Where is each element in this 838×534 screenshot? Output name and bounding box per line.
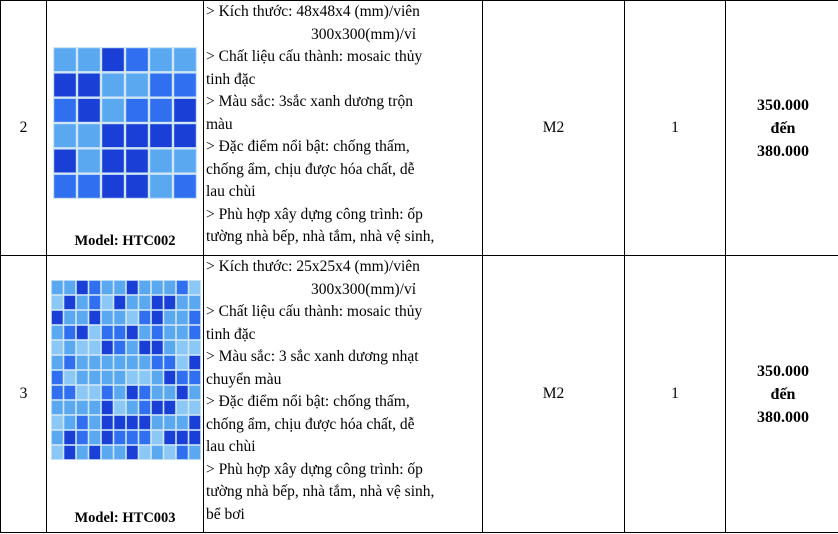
desc-line: > Màu sắc: 3sắc xanh dương trộn [206,93,413,110]
desc-line: > Chất liệu cấu thành: mosaic thủy [206,303,423,320]
mosaic-chip [54,124,76,147]
desc-line: > Đặc điểm nổi bật: chống thấm, [206,393,410,410]
price-separator: đến [770,385,796,403]
mosaic-chip [77,401,88,414]
mosaic-chip [164,296,175,309]
mosaic-chip [177,281,188,294]
mosaic-chip [78,124,100,147]
desc-line: 300x300(mm)/vỉ [311,280,417,298]
mosaic-chip [52,431,63,444]
mosaic-chip [189,371,200,384]
mosaic-chip [139,296,150,309]
mosaic-chip [127,416,138,429]
mosaic-chip [64,296,75,309]
desc-line: > Kích thước: 48x48x4 (mm)/viên [206,3,420,20]
mosaic-chip [152,386,163,399]
product-description [204,1,483,256]
mosaic-chip [127,401,138,414]
desc-line: tinh đặc [206,325,256,343]
desc-line: bể bơi [206,505,245,523]
mosaic-chip [139,371,150,384]
mosaic-chip [150,99,172,122]
mosaic-chip [52,401,63,414]
price-cell [726,1,838,256]
mosaic-chip [78,175,100,198]
mosaic-chip [89,356,100,369]
desc-line: 300x300(mm)/vỉ [311,25,417,43]
mosaic-chip [177,386,188,399]
mosaic-chip [152,311,163,324]
mosaic-chip [114,296,125,309]
mosaic-chip [127,281,138,294]
mosaic-chip [177,416,188,429]
mosaic-chip [164,416,175,429]
mosaic-chip [127,341,138,354]
mosaic-chip [64,386,75,399]
price-separator: đến [770,119,796,137]
mosaic-chip [64,326,75,339]
mosaic-chip [174,74,196,97]
mosaic-chip [52,311,63,324]
mosaic-chip [102,356,113,369]
mosaic-chip [102,124,124,147]
mosaic-chip [77,446,88,459]
mosaic-chip [126,48,148,71]
mosaic-chip [164,371,175,384]
mosaic-chip [102,341,113,354]
mosaic-chip [164,431,175,444]
mosaic-tile-image [51,280,201,460]
mosaic-chip [177,341,188,354]
quantity-cell: 1 [625,1,726,256]
desc-line: chống ẩm, chịu được hóa chất, dễ [206,160,415,178]
mosaic-chip [139,281,150,294]
mosaic-chip [52,416,63,429]
mosaic-chip [64,356,75,369]
table-row [1,1,838,256]
product-description [204,256,483,533]
price-cell [726,256,838,533]
mosaic-chip [164,311,175,324]
mosaic-chip [102,401,113,414]
mosaic-chip [139,386,150,399]
desc-line: lau chùi [206,438,256,455]
mosaic-chip [150,48,172,71]
mosaic-chip [152,431,163,444]
mosaic-chip [127,431,138,444]
mosaic-chip [77,416,88,429]
desc-line: lau chùi [206,183,256,200]
mosaic-chip [102,416,113,429]
mosaic-chip [139,446,150,459]
mosaic-chip [102,74,124,97]
mosaic-chip [127,356,138,369]
table-row [1,256,838,533]
price-from: 350.000 [757,362,809,380]
mosaic-chip [64,311,75,324]
mosaic-chip [177,311,188,324]
mosaic-chip [114,311,125,324]
mosaic-chip [54,175,76,198]
mosaic-chip [89,416,100,429]
mosaic-chip [139,401,150,414]
mosaic-chip [114,401,125,414]
mosaic-chip [139,356,150,369]
mosaic-chip [127,446,138,459]
mosaic-chip [152,416,163,429]
mosaic-chip [89,371,100,384]
row-number: 2 [1,1,47,256]
desc-line: > Phù hợp xây dựng công trình: ốp [206,460,423,478]
mosaic-chip [189,431,200,444]
mosaic-chip [77,281,88,294]
mosaic-chip [102,48,124,71]
mosaic-chip [164,356,175,369]
mosaic-chip [126,74,148,97]
desc-line: chống ẩm, chịu được hóa chất, dễ [206,415,415,433]
mosaic-chip [114,326,125,339]
mosaic-chip [52,281,63,294]
desc-line: tường nhà bếp, nhà tắm, nhà vệ sinh, [206,483,435,500]
mosaic-chip [78,74,100,97]
mosaic-chip [152,401,163,414]
mosaic-chip [189,281,200,294]
mosaic-chip [64,281,75,294]
mosaic-chip [126,99,148,122]
mosaic-chip [89,281,100,294]
unit-cell: M2 [483,1,625,256]
mosaic-chip [89,386,100,399]
mosaic-chip [189,446,200,459]
mosaic-chip [152,371,163,384]
mosaic-chip [139,416,150,429]
mosaic-chip [189,311,200,324]
mosaic-chip [152,296,163,309]
mosaic-chip [64,401,75,414]
mosaic-chip [77,296,88,309]
mosaic-chip [164,401,175,414]
mosaic-chip [152,341,163,354]
desc-line: màu [206,115,233,133]
product-image-cell [47,256,204,533]
mosaic-chip [164,326,175,339]
mosaic-chip [139,311,150,324]
mosaic-chip [150,175,172,198]
mosaic-chip [102,446,113,459]
mosaic-chip [89,296,100,309]
mosaic-chip [189,386,200,399]
quantity-cell: 1 [625,256,726,533]
mosaic-chip [78,99,100,122]
mosaic-chip [102,431,113,444]
mosaic-chip [52,296,63,309]
mosaic-chip [189,296,200,309]
desc-line: tinh đặc [206,70,256,88]
mosaic-chip [54,150,76,173]
mosaic-chip [77,341,88,354]
mosaic-chip [174,175,196,198]
mosaic-chip [177,431,188,444]
mosaic-chip [189,416,200,429]
mosaic-chip [189,401,200,414]
mosaic-chip [174,99,196,122]
mosaic-chip [102,175,124,198]
mosaic-chip [127,386,138,399]
mosaic-chip [77,371,88,384]
mosaic-chip [77,356,88,369]
mosaic-chip [152,356,163,369]
mosaic-chip [52,446,63,459]
mosaic-chip [52,371,63,384]
model-label: Model: HTC002 [74,232,176,249]
mosaic-chip [102,150,124,173]
mosaic-chip [127,371,138,384]
mosaic-chip [177,296,188,309]
mosaic-chip [102,386,113,399]
mosaic-chip [174,150,196,173]
mosaic-chip [127,296,138,309]
mosaic-chip [114,386,125,399]
mosaic-chip [174,48,196,71]
mosaic-chip [177,371,188,384]
mosaic-chip [152,326,163,339]
mosaic-chip [54,48,76,71]
mosaic-chip [114,431,125,444]
mosaic-chip [177,446,188,459]
mosaic-chip [78,150,100,173]
mosaic-chip [78,48,100,71]
mosaic-chip [150,124,172,147]
mosaic-chip [114,356,125,369]
mosaic-chip [114,446,125,459]
mosaic-chip [152,446,163,459]
mosaic-chip [174,124,196,147]
mosaic-chip [89,326,100,339]
mosaic-chip [189,326,200,339]
mosaic-chip [127,311,138,324]
price-to: 380.000 [757,408,809,426]
row-number: 3 [1,256,47,533]
mosaic-chip [139,326,150,339]
mosaic-chip [114,371,125,384]
mosaic-chip [64,446,75,459]
desc-line: tường nhà bếp, nhà tắm, nhà vệ sinh, [206,228,435,245]
mosaic-chip [52,356,63,369]
mosaic-chip [102,371,113,384]
mosaic-chip [150,74,172,97]
mosaic-chip [64,341,75,354]
mosaic-chip [77,386,88,399]
mosaic-chip [54,74,76,97]
mosaic-chip [102,281,113,294]
unit-cell: M2 [483,256,625,533]
price-from: 350.000 [757,96,809,114]
mosaic-chip [126,124,148,147]
desc-line: > Đặc điểm nổi bật: chống thấm, [206,138,410,155]
mosaic-chip [77,326,88,339]
mosaic-chip [89,431,100,444]
mosaic-chip [177,326,188,339]
mosaic-chip [52,386,63,399]
mosaic-chip [114,341,125,354]
mosaic-chip [126,175,148,198]
mosaic-chip [89,341,100,354]
mosaic-chip [139,431,150,444]
price-to: 380.000 [757,142,809,160]
mosaic-tile-image [53,47,197,199]
mosaic-chip [139,341,150,354]
mosaic-chip [152,281,163,294]
mosaic-chip [89,311,100,324]
mosaic-chip [150,150,172,173]
mosaic-chip [177,356,188,369]
desc-line: > Màu sắc: 3 sắc xanh dương nhạt [206,348,419,365]
mosaic-chip [54,99,76,122]
mosaic-chip [64,431,75,444]
mosaic-chip [64,416,75,429]
mosaic-chip [64,371,75,384]
mosaic-chip [102,326,113,339]
mosaic-chip [164,386,175,399]
mosaic-chip [164,341,175,354]
mosaic-chip [89,446,100,459]
mosaic-chip [164,446,175,459]
mosaic-chip [89,401,100,414]
mosaic-chip [189,356,200,369]
model-label: Model: HTC003 [74,509,176,526]
product-image-cell [47,1,204,256]
desc-line: chuyển màu [206,370,282,388]
mosaic-chip [77,431,88,444]
mosaic-chip [189,341,200,354]
mosaic-chip [126,150,148,173]
mosaic-chip [102,296,113,309]
mosaic-chip [52,326,63,339]
mosaic-chip [77,311,88,324]
mosaic-chip [127,326,138,339]
desc-line: > Kích thước: 25x25x4 (mm)/viên [206,258,420,275]
mosaic-chip [164,281,175,294]
desc-line: > Chất liệu cấu thành: mosaic thủy [206,48,423,65]
mosaic-chip [52,341,63,354]
mosaic-chip [102,311,113,324]
mosaic-chip [114,281,125,294]
mosaic-chip [114,416,125,429]
mosaic-chip [177,401,188,414]
desc-line: > Phù hợp xây dựng công trình: ốp [206,205,423,223]
mosaic-chip [102,99,124,122]
